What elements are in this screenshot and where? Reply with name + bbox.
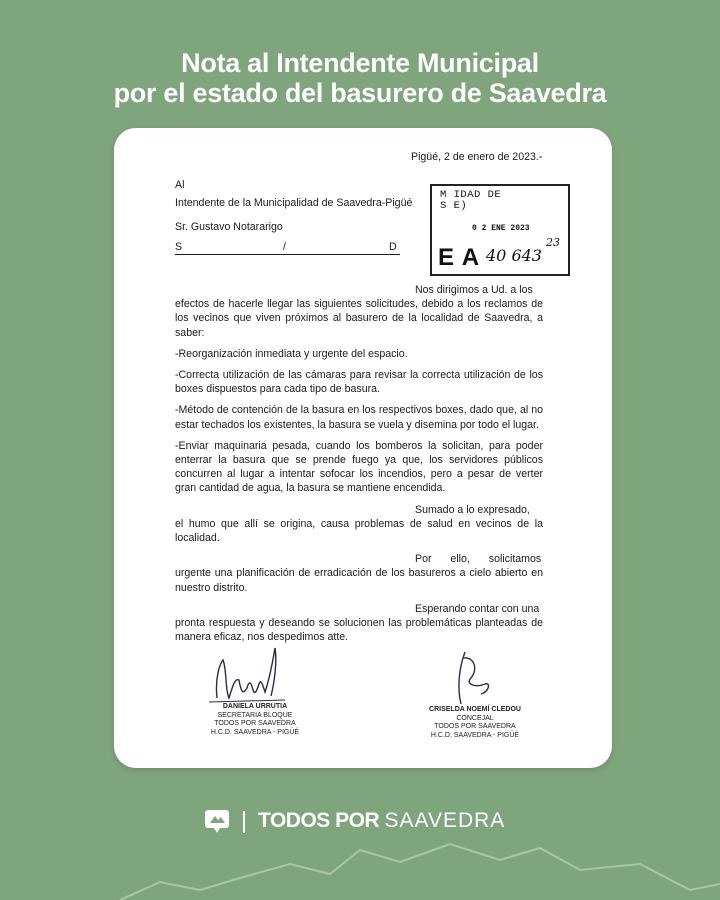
signature-right-name: CRISELDA NOEMÍ CLEDOU: [429, 706, 521, 713]
brand-bold: TODOS POR: [258, 809, 380, 832]
title-line-2: por el estado del basurero de Saavedra: [113, 78, 607, 108]
para-4-first-line: Esperando contar con una: [415, 602, 540, 615]
signature-left-party: TODOS POR SAAVEDRA: [214, 720, 296, 727]
letter-paragraphs: [175, 283, 543, 644]
letter-recipient: Intendente de la Municipalidad de Saavedra-Pigüé: [175, 197, 413, 209]
stamp-line-2: S E): [440, 200, 468, 212]
letter-to: Al: [175, 179, 185, 191]
salutation-s: S: [175, 241, 183, 253]
intro-paragraph: efectos de hacerle llegar las siguientes solicitudes, debido a los reclamos de los vecinos que viven próximos al basurero de la localidad de Saavedra, a saber:: [175, 298, 543, 339]
signature-left-role: SECRETARIA BLOQUE: [217, 711, 293, 719]
stamp-line-1: M IDAD DE: [440, 189, 502, 201]
para-4-body: pronta respuesta y deseando se solucionen las problemáticas planteadas de manera eficaz, nos despedimos atte.: [175, 617, 543, 644]
brand-thin: SAAVEDRA: [384, 809, 506, 832]
signature-right-scribble: [445, 648, 505, 708]
stamp-file-year: 23: [546, 236, 560, 249]
stamp-date: 0 2 ENE 2023: [472, 224, 530, 233]
salutation-line: [175, 240, 400, 255]
letter-date: Pigüé, 2 de enero de 2023.-: [411, 151, 543, 163]
mountain-line-decoration: [0, 820, 720, 900]
para-2-first-line: Sumado a lo expresado,: [415, 503, 530, 516]
signature-left-block: [200, 703, 310, 737]
intro-first-line: Nos dirigimos a Ud. a los: [415, 284, 533, 296]
stamp-entrada: E A: [438, 244, 481, 271]
request-item-2: -Correcta utilización de las cámaras para revisar la correcta utilización de los boxes dispuestos para cada tipo de basura.: [175, 369, 543, 396]
request-item-4: -Enviar maquinaria pesada, cuando los bomberos la solicitan, para poder enterrar la basura que se prende fuego ya que, los servidores públicos concurren al lugar a intentar sofocar los incendios, pero a pesar de verter gran cantidad de agua, la basura se mantiene encendida.: [175, 439, 543, 495]
para-3-first-line: Por ello, solicitamos: [415, 553, 542, 566]
signature-left-scribble: [205, 640, 295, 710]
salutation-d: D: [389, 241, 397, 253]
signature-right-party: TODOS POR SAAVEDRA: [434, 723, 516, 730]
para-2-body: el humo que allí se origina, causa problemas de salud en vecinos de la localidad.: [175, 517, 543, 545]
signature-left-org: H.C.D. SAAVEDRA - PIGÜÉ: [210, 728, 300, 736]
reception-stamp: [430, 184, 570, 276]
stamp-file-number: 40 643: [486, 246, 542, 265]
signature-right-role: CONCEJAL: [456, 714, 494, 722]
signature-left-name: DANIELA URRUTIA: [222, 703, 288, 710]
title-line-1: Nota al Intendente Municipal: [181, 48, 539, 78]
para-3-body: urgente una planificación de erradicación de los basureros a cielo abierto en nuestro distrito.: [175, 567, 543, 594]
request-item-1: -Reorganización inmediata y urgente del espacio.: [175, 347, 408, 360]
page-title: [0, 48, 720, 108]
letter-name: Sr. Gustavo Notararigo: [175, 221, 283, 233]
request-item-3: -Método de contención de la basura en los respectivos boxes, dado que, al no estar techados los existentes, la basura se vuela y disemina por todo el lugar.: [175, 404, 543, 431]
signature-right-block: [418, 706, 532, 740]
signature-right-org: H.C.D. SAAVEDRA - PIGÜÉ: [430, 731, 520, 739]
salutation-slash: /: [283, 241, 286, 253]
